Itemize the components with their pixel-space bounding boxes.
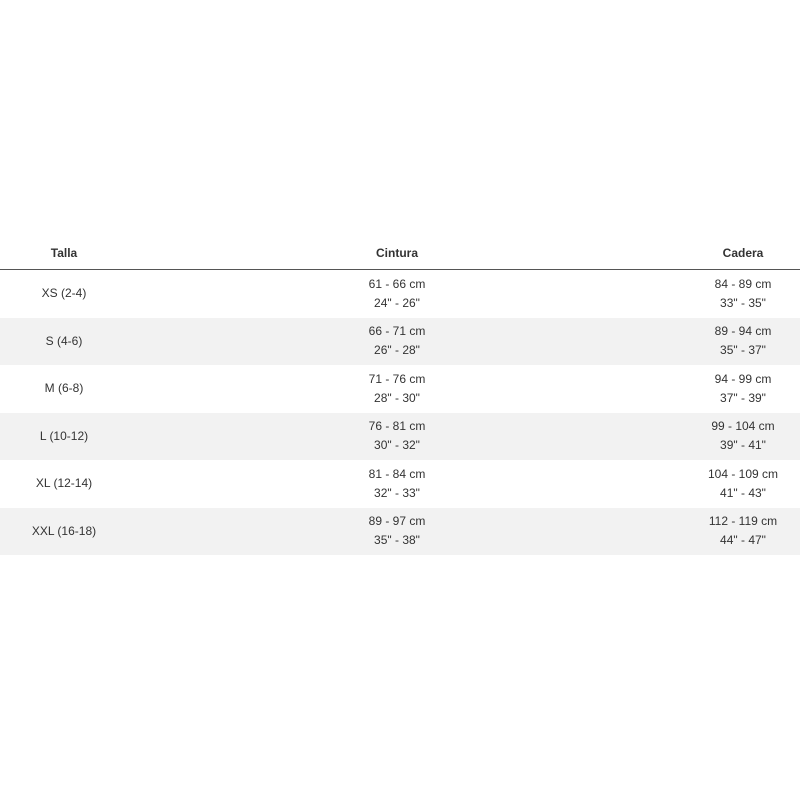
- waist-cm: 66 - 71 cm: [368, 324, 426, 339]
- hip-cm: 94 - 99 cm: [714, 371, 772, 386]
- size-label: XL (12-14): [35, 476, 93, 491]
- size-cell: [0, 270, 128, 318]
- size-cell: [0, 318, 128, 366]
- table-header-row: [0, 237, 800, 270]
- hip-cell: [667, 508, 800, 556]
- table-row: [0, 460, 800, 508]
- size-cell: [0, 365, 128, 413]
- waist-in: 26" - 28": [374, 343, 420, 358]
- size-label: L (10-12): [39, 428, 89, 443]
- hip-cm: 112 - 119 cm: [708, 514, 778, 529]
- hip-cell: [667, 270, 800, 318]
- hip-in: 35" - 37": [720, 343, 766, 358]
- waist-in: 35" - 38": [374, 533, 420, 548]
- table-row: [0, 413, 800, 461]
- size-cell: [0, 460, 128, 508]
- waist-cm: 76 - 81 cm: [368, 419, 426, 434]
- size-cell: [0, 508, 128, 556]
- waist-cm: 89 - 97 cm: [368, 514, 426, 529]
- hip-in: 33" - 35": [720, 295, 766, 310]
- waist-in: 30" - 32": [374, 438, 420, 453]
- waist-cell: [300, 270, 494, 318]
- table-row: [0, 365, 800, 413]
- size-label: M (6-8): [44, 381, 84, 396]
- waist-in: 28" - 30": [374, 390, 420, 405]
- waist-cell: [300, 413, 494, 461]
- header-size: Talla: [50, 246, 78, 260]
- waist-cell: [300, 365, 494, 413]
- hip-in: 37" - 39": [720, 390, 766, 405]
- waist-cm: 81 - 84 cm: [368, 466, 426, 481]
- hip-in: 39" - 41": [720, 438, 766, 453]
- waist-in: 32" - 33": [374, 485, 420, 500]
- hip-cm: 99 - 104 cm: [711, 419, 775, 434]
- hip-in: 44" - 47": [720, 533, 766, 548]
- table-row: [0, 318, 800, 366]
- hip-cm: 84 - 89 cm: [714, 276, 772, 291]
- hip-cm: 104 - 109 cm: [707, 466, 779, 481]
- size-cell: [0, 413, 128, 461]
- header-waist: Cintura: [376, 246, 418, 260]
- waist-cell: [300, 460, 494, 508]
- hip-cell: [667, 365, 800, 413]
- size-chart-table: [0, 237, 800, 555]
- hip-in: 41" - 43": [720, 485, 766, 500]
- waist-cm: 61 - 66 cm: [368, 276, 426, 291]
- size-label: XS (2-4): [41, 286, 87, 301]
- size-label: S (4-6): [45, 333, 83, 348]
- header-hip: Cadera: [722, 246, 764, 260]
- waist-in: 24" - 26": [374, 295, 420, 310]
- hip-cell: [667, 460, 800, 508]
- waist-cm: 71 - 76 cm: [368, 371, 426, 386]
- size-label: XXL (16-18): [31, 523, 97, 538]
- hip-cell: [667, 413, 800, 461]
- waist-cell: [300, 318, 494, 366]
- hip-cm: 89 - 94 cm: [714, 324, 772, 339]
- waist-cell: [300, 508, 494, 556]
- table-row: [0, 508, 800, 556]
- hip-cell: [667, 318, 800, 366]
- table-row: [0, 270, 800, 318]
